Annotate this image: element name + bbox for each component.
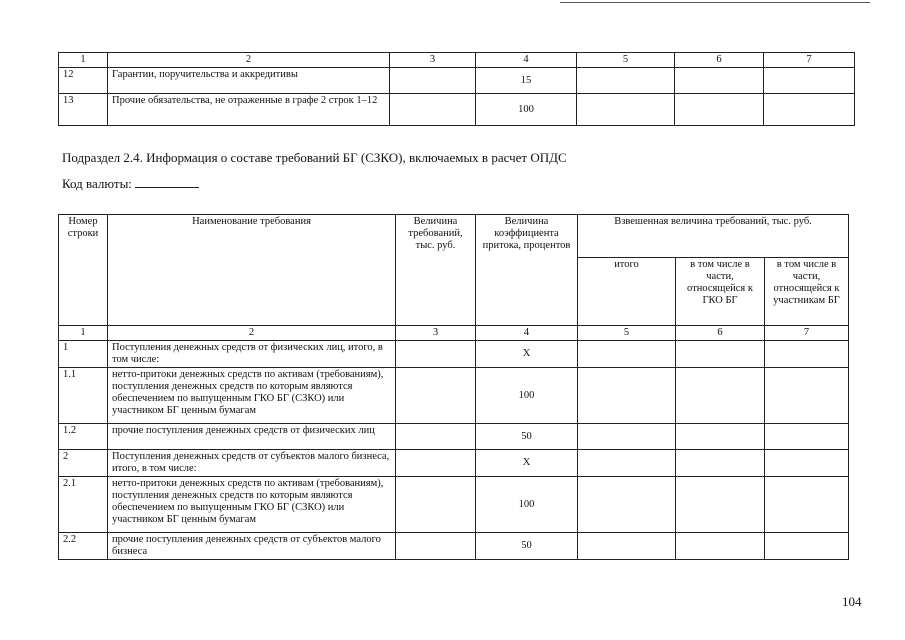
cell-total bbox=[578, 368, 676, 424]
row-name: нетто-притоки денежных средств по активам (требованиям), поступления денежных средств по которым являются обеспечением по выпущенным ГКО БГ (СЗКО) или участником БГ ценным бумагам bbox=[108, 368, 396, 424]
row-number: 12 bbox=[59, 68, 108, 94]
cell-coef: 50 bbox=[476, 424, 578, 450]
header-inflow-coef: Величина коэффициента притока, процентов bbox=[476, 215, 578, 326]
cell-total bbox=[577, 68, 675, 94]
header-amount: Величина требований, тыс. руб. bbox=[396, 215, 476, 326]
cell-amount bbox=[396, 533, 476, 560]
col-number: 1 bbox=[59, 53, 108, 68]
cell-total bbox=[578, 477, 676, 533]
table-row bbox=[59, 341, 849, 368]
cell-coef: 100 bbox=[476, 368, 578, 424]
row-number: 1.2 bbox=[59, 424, 108, 450]
header-participant-part: в том числе в части, относящейся к участникам БГ bbox=[765, 258, 849, 326]
cell-participant bbox=[765, 477, 849, 533]
header-total: итого bbox=[578, 258, 676, 326]
cell-coef: Х bbox=[476, 341, 578, 368]
cell-participant bbox=[765, 368, 849, 424]
currency-blank bbox=[135, 177, 199, 188]
col-number: 3 bbox=[396, 326, 476, 341]
cell-gko bbox=[675, 94, 764, 126]
cell-amount bbox=[396, 341, 476, 368]
row-name: прочие поступления денежных средств от субъектов малого бизнеса bbox=[108, 533, 396, 560]
cell-participant bbox=[765, 424, 849, 450]
row-name: прочие поступления денежных средств от физических лиц bbox=[108, 424, 396, 450]
cell-gko bbox=[676, 533, 765, 560]
table-row bbox=[59, 94, 855, 126]
cell-amount bbox=[396, 450, 476, 477]
cell-amount bbox=[396, 477, 476, 533]
row-number: 2 bbox=[59, 450, 108, 477]
row-number: 2.2 bbox=[59, 533, 108, 560]
cell-gko bbox=[676, 368, 765, 424]
cell-amount bbox=[396, 368, 476, 424]
currency-line bbox=[62, 176, 199, 192]
header-gko-part: в том числе в части, относящейся к ГКО БГ bbox=[676, 258, 765, 326]
header-name: Наименование требования bbox=[108, 215, 396, 326]
cell-participant bbox=[765, 533, 849, 560]
top-rule bbox=[560, 2, 870, 3]
header-weighted: Взвешенная величина требований, тыс. руб. bbox=[578, 215, 849, 258]
continuation-table bbox=[58, 52, 855, 126]
col-number: 7 bbox=[765, 326, 849, 341]
subsection-title: Подраздел 2.4. Информация о составе требований БГ (СЗКО), включаемых в расчет ОПДС bbox=[62, 150, 567, 165]
cell-total bbox=[577, 94, 675, 126]
cell-gko bbox=[675, 68, 764, 94]
row-number: 13 bbox=[59, 94, 108, 126]
col-number: 2 bbox=[108, 53, 390, 68]
row-number: 1.1 bbox=[59, 368, 108, 424]
row-name: нетто-притоки денежных средств по активам (требованиям), поступления денежных средств по которым являются обеспечением по выпущенным ГКО БГ (СЗКО) или участником БГ ценным бумагам bbox=[108, 477, 396, 533]
header-row-number: Номер строки bbox=[59, 215, 108, 326]
cell-coef: 100 bbox=[476, 94, 577, 126]
table-row bbox=[59, 477, 849, 533]
cell-amount bbox=[390, 94, 476, 126]
currency-label: Код валюты: bbox=[62, 176, 132, 191]
cell-participant bbox=[764, 68, 855, 94]
col-number: 6 bbox=[676, 326, 765, 341]
col-number: 3 bbox=[390, 53, 476, 68]
table-row bbox=[59, 68, 855, 94]
cell-coef: Х bbox=[476, 450, 578, 477]
row-name: Гарантии, поручительства и аккредитивы bbox=[108, 68, 390, 94]
cell-coef: 100 bbox=[476, 477, 578, 533]
col-number: 1 bbox=[59, 326, 108, 341]
cell-gko bbox=[676, 424, 765, 450]
col-number: 6 bbox=[675, 53, 764, 68]
cell-amount bbox=[390, 68, 476, 94]
row-number: 2.1 bbox=[59, 477, 108, 533]
column-number-row bbox=[59, 326, 849, 341]
page-number: 104 bbox=[842, 594, 862, 609]
row-name: Поступления денежных средств от субъектов малого бизнеса, итого, в том числе: bbox=[108, 450, 396, 477]
cell-coef: 50 bbox=[476, 533, 578, 560]
col-number: 5 bbox=[578, 326, 676, 341]
row-name: Прочие обязательства, не отраженные в графе 2 строк 1–12 bbox=[108, 94, 390, 126]
table-row bbox=[59, 368, 849, 424]
requirements-table bbox=[58, 214, 849, 560]
cell-amount bbox=[396, 424, 476, 450]
row-number: 1 bbox=[59, 341, 108, 368]
cell-gko bbox=[676, 477, 765, 533]
cell-total bbox=[578, 450, 676, 477]
cell-total bbox=[578, 533, 676, 560]
table-row bbox=[59, 533, 849, 560]
cell-participant bbox=[764, 94, 855, 126]
cell-gko bbox=[676, 341, 765, 368]
col-number: 2 bbox=[108, 326, 396, 341]
col-number: 5 bbox=[577, 53, 675, 68]
cell-total bbox=[578, 341, 676, 368]
cell-coef: 15 bbox=[476, 68, 577, 94]
table-row bbox=[59, 424, 849, 450]
cell-participant bbox=[765, 450, 849, 477]
row-name: Поступления денежных средств от физических лиц, итого, в том числе: bbox=[108, 341, 396, 368]
table-row bbox=[59, 450, 849, 477]
col-number: 7 bbox=[764, 53, 855, 68]
column-number-row bbox=[59, 53, 855, 68]
header-row bbox=[59, 215, 849, 258]
cell-participant bbox=[765, 341, 849, 368]
col-number: 4 bbox=[476, 53, 577, 68]
col-number: 4 bbox=[476, 326, 578, 341]
cell-total bbox=[578, 424, 676, 450]
cell-gko bbox=[676, 450, 765, 477]
